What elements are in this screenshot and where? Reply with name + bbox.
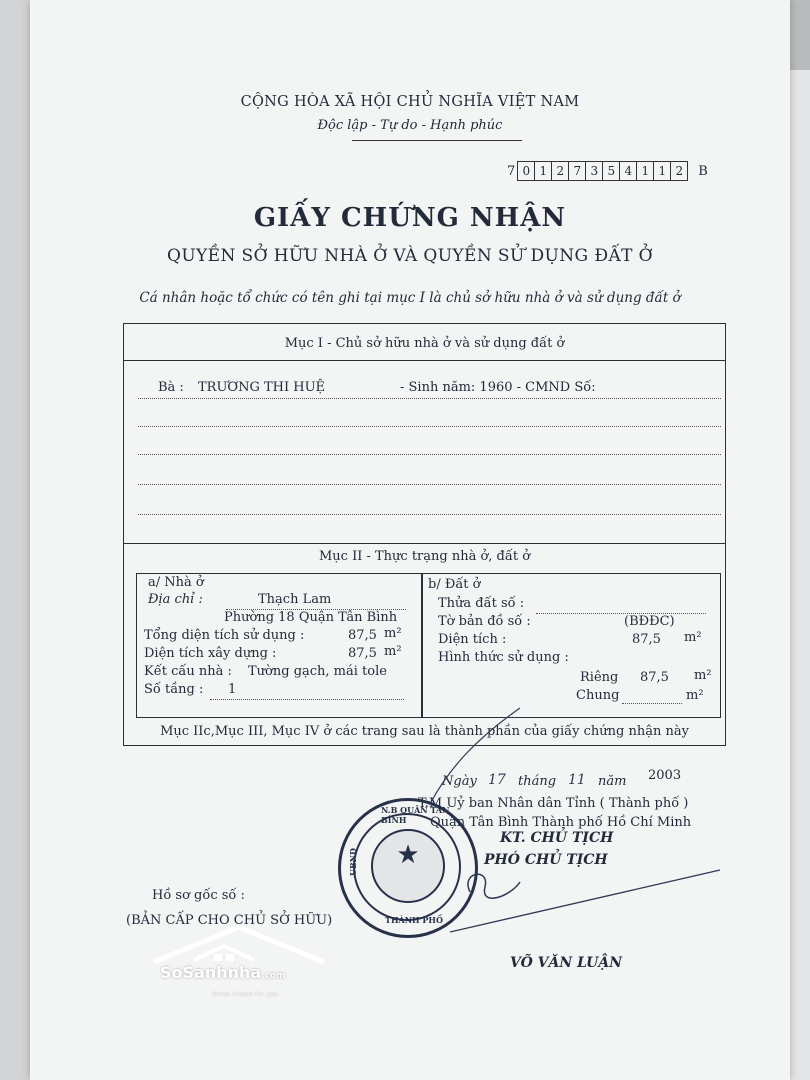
owner-name: TRƯƠNG THI HUỆ: [198, 380, 326, 395]
divider: [124, 360, 725, 361]
map-label: Tờ bản đồ số :: [438, 614, 531, 629]
private-value: 87,5: [640, 670, 669, 685]
shared-unit: m²: [686, 688, 704, 703]
land-label: b/ Đất ở: [428, 577, 481, 592]
date-month-label: tháng: [518, 774, 557, 789]
dotted-line: [138, 397, 721, 399]
serial-suffix: B: [698, 163, 708, 179]
dotted-line: [138, 513, 721, 515]
signature-stroke: [450, 862, 730, 952]
org-line2: Quận Tân Bình Thành phố Hồ Chí Minh: [430, 815, 692, 830]
serial-number: [507, 161, 708, 181]
serial-digit: 7: [569, 161, 586, 181]
seal-top-text: N.B QUẬN TÂN BÌNH: [381, 805, 450, 825]
dotted-line: [536, 612, 706, 614]
built-area-label: Diện tích xây dựng :: [144, 646, 277, 661]
private-unit: m²: [694, 668, 712, 683]
nation-heading: CỘNG HÒA XÃ HỘI CHỦ NGHĨA VIỆT NAM: [240, 94, 580, 110]
serial-digit: 1: [637, 161, 654, 181]
national-emblem-icon: [371, 829, 445, 903]
shared-label: Chung: [576, 688, 620, 703]
org-line1: T.M Uỷ ban Nhân dân Tỉnh ( Thành phố ): [418, 796, 689, 811]
dotted-line: [138, 453, 721, 455]
serial-digit: 2: [671, 161, 688, 181]
structure-value: Tường gạch, mái tole: [248, 664, 387, 679]
file-number-label: Hồ sơ gốc số :: [152, 888, 245, 903]
serial-digit: 1: [654, 161, 671, 181]
private-label: Riêng: [580, 670, 619, 685]
date-month: 11: [568, 772, 586, 788]
dotted-line: [622, 702, 682, 704]
date-year: 2003: [648, 768, 682, 783]
owner-info: - Sinh năm: 1960 - CMND Số:: [400, 380, 596, 395]
dotted-line: [138, 483, 721, 485]
serial-digit: 2: [552, 161, 569, 181]
land-area-unit: m²: [684, 630, 702, 645]
serial-digit: 5: [603, 161, 620, 181]
footer-note: Mục IIc,Mục III, Mục IV ở các trang sau là thành phần của giấy chứng nhận này: [160, 724, 689, 739]
serial-digit: 4: [620, 161, 637, 181]
address-line2: Phường 18 Quận Tân Bình: [224, 610, 398, 625]
total-area-unit: m²: [384, 626, 402, 641]
address-label: Địa chỉ :: [148, 592, 203, 607]
address-line1: Thạch Lam: [258, 592, 332, 607]
floors-value: 1: [228, 682, 237, 697]
total-area-label: Tổng diện tích sử dụng :: [144, 628, 305, 643]
dotted-line: [138, 425, 721, 427]
dotted-line: [210, 698, 404, 700]
owner-copy-note: (BẢN CẤP CHO CHỦ SỞ HỮU): [126, 913, 333, 928]
seal-side-text: UBND: [348, 848, 358, 876]
certificate-page: [30, 0, 790, 1080]
document-title: GIẤY CHỨNG NHẬN: [253, 203, 567, 233]
plot-label: Thửa đất số :: [438, 596, 525, 611]
land-area-value: 87,5: [632, 632, 661, 647]
watermark-tagline: Great choice for you: [212, 990, 279, 998]
owner-prefix: Bà :: [158, 380, 184, 395]
serial-lead: 7: [507, 163, 516, 179]
role-kt-chairman: KT. CHỦ TỊCH: [500, 830, 614, 846]
star-icon: ★: [396, 840, 420, 870]
signature-flourish: [420, 706, 530, 806]
total-area-value: 87,5: [348, 628, 377, 643]
divider: [124, 543, 725, 544]
certificate-table: [123, 323, 726, 746]
date-day-label: Ngày: [442, 774, 477, 789]
date-year-label: năm: [598, 774, 627, 789]
serial-digit: 3: [586, 161, 603, 181]
house-label: a/ Nhà ở: [148, 575, 204, 590]
watermark-brand: SoSanhnha.com: [160, 963, 286, 982]
structure-label: Kết cấu nhà :: [144, 664, 232, 679]
usage-label: Hình thức sử dụng :: [438, 650, 569, 665]
seal-bottom-text: THÀNH PHỐ: [385, 915, 443, 925]
document-subtitle: QUYỀN SỞ HỮU NHÀ Ở VÀ QUYỀN SỬ DỤNG ĐẤT Ở: [166, 246, 654, 266]
serial-digit: 1: [535, 161, 552, 181]
section1-heading: Mục I - Chủ sở hữu nhà ở và sử dụng đất ở: [284, 336, 565, 351]
section2-heading: Mục II - Thực trạng nhà ở, đất ở: [318, 549, 531, 564]
role-vice-chairman: PHÓ CHỦ TỊCH: [484, 852, 608, 868]
motto: Độc lập - Tự do - Hạnh phúc: [317, 118, 503, 133]
land-area-label: Diện tích :: [438, 632, 507, 647]
intro-text: Cá nhân hoặc tổ chức có tên ghi tại mục I là chủ sở hữu nhà ở và sử dụng đất ở: [139, 290, 681, 306]
map-value: (BĐĐC): [624, 614, 675, 629]
built-area-value: 87,5: [348, 646, 377, 661]
floors-label: Số tầng :: [144, 682, 204, 697]
serial-digit: 0: [517, 161, 535, 181]
motto-underline: [352, 140, 522, 141]
signer-name: VÕ VĂN LUẬN: [510, 955, 623, 971]
date-day: 17: [488, 772, 506, 788]
built-area-unit: m²: [384, 644, 402, 659]
